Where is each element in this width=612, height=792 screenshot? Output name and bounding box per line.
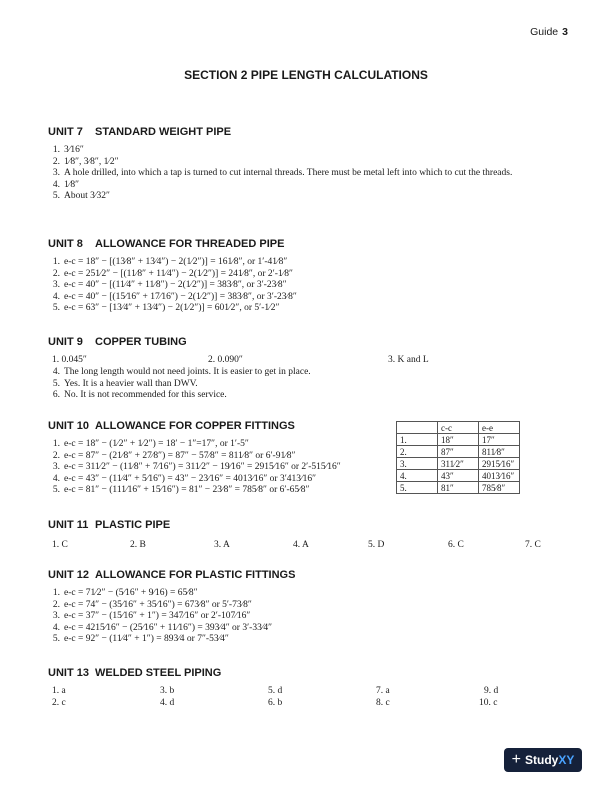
copper-fittings-table — [396, 421, 520, 494]
unit-10-heading — [48, 420, 295, 432]
logo-xy: XY — [558, 753, 575, 767]
answer: 3. K and L — [388, 355, 429, 365]
table-cell: 43″ — [438, 470, 479, 482]
unit-9-answers — [48, 367, 548, 402]
unit-title: ALLOWANCE FOR COPPER FITTINGS — [95, 420, 295, 432]
item-number: 4. — [52, 473, 60, 484]
unit-10-answers — [48, 439, 388, 497]
item-text: e-c = 43″ − (11⁄4″ + 5⁄16″) = 43″ − 23⁄16″ = 4013⁄16″ or 3′413⁄16″ — [64, 473, 317, 484]
answer: 7. a — [376, 686, 390, 696]
unit-title: ALLOWANCE FOR THREADED PIPE — [95, 238, 285, 250]
item-text: e-c = 18″ − (1⁄2″ + 1⁄2″) = 18′ − 1″=17″, or 1′-5″ — [64, 439, 249, 449]
table-header: c-c — [438, 422, 479, 434]
item-number: 1. — [52, 439, 60, 449]
list-item — [48, 588, 548, 600]
unit-number: UNIT 8 — [48, 238, 83, 250]
item-number: 5. — [52, 378, 60, 389]
unit-9-heading — [48, 336, 187, 348]
item-text: A hole drilled, into which a tap is turned to cut internal threads. There must be metal left into which to cut the threads. — [64, 168, 513, 178]
table-cell: 5. — [397, 482, 438, 494]
item-text: e-c = 4215⁄16″ − (25⁄16″ + 11⁄16″) = 393⁄4″ or 3′-33⁄4″ — [64, 622, 273, 633]
answer: 1. a — [52, 686, 66, 696]
page-number: 3 — [562, 26, 568, 38]
table-cell: 87″ — [438, 446, 479, 458]
list-item — [48, 303, 548, 315]
table-cell: 1. — [397, 434, 438, 446]
answer: 2. 0.090″ — [208, 355, 243, 365]
header-label: Guide — [530, 26, 559, 38]
item-number: 1. — [52, 145, 60, 155]
item-number: 1. — [52, 588, 60, 598]
item-text: e-c = 251⁄2″ − [(11⁄8″ + 11⁄4″) − 2(1⁄2″)] = 241⁄8″, or 2′-1⁄8″ — [64, 268, 293, 279]
answer: 8. c — [376, 698, 390, 708]
unit-13-heading — [48, 667, 221, 679]
item-text: e-c = 71⁄2″ − (5⁄16″ + 9⁄16) = 65⁄8″ — [64, 588, 198, 598]
list-item — [48, 390, 548, 402]
list-item — [48, 634, 548, 646]
answer: 4. A — [293, 540, 309, 550]
item-number: 2. — [52, 599, 60, 610]
unit-number: UNIT 11 — [48, 519, 89, 531]
unit-7-heading — [48, 126, 231, 138]
unit-12-answers — [48, 588, 548, 646]
list-item — [48, 623, 548, 635]
answer: 6. C — [448, 540, 464, 550]
list-item — [48, 600, 548, 612]
item-number: 1. — [52, 257, 60, 267]
item-text: e-c = 92″ − (11⁄4″ + 1″) = 893⁄4 or 7″-53⁄4″ — [64, 634, 229, 644]
list-item — [48, 462, 388, 474]
table-cell: 3. — [397, 458, 438, 470]
item-text: e-c = 74″ − (35⁄16″ + 35⁄16″) = 673⁄8″ or 5′-73⁄8″ — [64, 599, 252, 610]
item-text: 1⁄8″, 3⁄8″, 1⁄2″ — [64, 156, 119, 167]
list-item — [48, 474, 388, 486]
list-item — [48, 269, 548, 281]
list-item — [48, 439, 388, 451]
unit-12-heading — [48, 569, 295, 581]
item-text: About 3⁄32″ — [64, 191, 110, 201]
item-text: 1⁄8″ — [64, 179, 80, 190]
unit-11-heading — [48, 519, 170, 531]
list-item — [48, 280, 548, 292]
logo-study: Study — [524, 753, 559, 767]
list-item — [48, 157, 548, 169]
item-number: 4. — [52, 291, 60, 302]
item-number: 3. — [52, 280, 60, 290]
item-number: 2. — [52, 268, 60, 279]
table-header: e-e — [479, 422, 520, 434]
item-number: 4. — [52, 367, 60, 377]
item-number: 4. — [52, 622, 60, 633]
answer: 5. D — [368, 540, 385, 550]
unit-title: COPPER TUBING — [95, 336, 187, 348]
list-item — [48, 168, 548, 180]
list-item — [48, 191, 548, 203]
table-row — [397, 446, 520, 458]
item-number: 5. — [52, 303, 60, 313]
table-header-row — [397, 422, 520, 434]
list-item — [48, 451, 388, 463]
item-text: 3⁄16″ — [64, 145, 84, 155]
answer: 2. B — [130, 540, 146, 550]
table-row — [397, 434, 520, 446]
unit-8-answers — [48, 257, 548, 315]
list-item — [48, 292, 548, 304]
item-number: 2. — [52, 450, 60, 461]
unit-number: UNIT 12 — [48, 569, 89, 581]
unit-7-answers — [48, 145, 548, 203]
plus-icon: + — [511, 751, 521, 768]
unit-title: WELDED STEEL PIPING — [95, 667, 222, 679]
item-text: No. It is not recommended for this service. — [64, 390, 227, 400]
unit-8-heading — [48, 238, 284, 250]
answer: 1. 0.045″ — [52, 355, 87, 365]
list-item — [48, 611, 548, 623]
item-number: 4. — [52, 179, 60, 190]
table-cell: 785⁄8″ — [479, 482, 520, 494]
item-text: e-c = 18″ − [(13⁄8″ + 13⁄4″) − 2(1⁄2″)] = 161⁄8″, or 1′-41⁄8″ — [64, 257, 288, 267]
list-item — [48, 367, 548, 379]
table-cell: 4013⁄16″ — [479, 470, 520, 482]
table-cell: 311⁄2″ — [438, 458, 479, 470]
page-header — [530, 26, 568, 38]
list-item — [48, 145, 548, 157]
item-number: 5. — [52, 485, 60, 495]
item-text: e-c = 37″ − (15⁄16″ + 1″) = 347⁄16″ or 2′-107⁄16″ — [64, 611, 251, 621]
table-row — [397, 458, 520, 470]
item-text: Yes. It is a heavier wall than DWV. — [64, 378, 198, 389]
table-cell: 81″ — [438, 482, 479, 494]
table-row — [397, 482, 520, 494]
item-text: e-c = 63″ − [13⁄4″ + 13⁄4″) − 2(1⁄2″)] = 601⁄2″, or 5′-1⁄2″ — [64, 303, 280, 313]
answer: 5. d — [268, 686, 283, 696]
list-item — [48, 180, 548, 192]
item-text: e-c = 40″ − [(15⁄16″ + 17⁄16″) − 2(1⁄2″)] = 383⁄8″, or 3′-23⁄8″ — [64, 291, 297, 302]
unit-number: UNIT 10 — [48, 420, 89, 432]
unit-title: ALLOWANCE FOR PLASTIC FITTINGS — [95, 569, 296, 581]
table-cell: 2. — [397, 446, 438, 458]
answer: 6. b — [268, 698, 283, 708]
item-number: 5. — [52, 191, 60, 201]
answer: 9. d — [484, 686, 499, 696]
table-cell: 2915⁄16″ — [479, 458, 520, 470]
list-item — [48, 257, 548, 269]
section-title: SECTION 2 PIPE LENGTH CALCULATIONS — [184, 68, 428, 82]
unit-number: UNIT 13 — [48, 667, 89, 679]
unit-title: PLASTIC PIPE — [95, 519, 171, 531]
item-text: e-c = 81″ − (111⁄16″ + 15⁄16″) = 81″ − 23⁄8″ = 785⁄8″ or 6′-65⁄8″ — [64, 485, 310, 495]
table-cell: 811⁄8″ — [479, 446, 520, 458]
item-text: The long length would not need joints. It is easier to get in place. — [64, 367, 311, 377]
answer: 7. C — [525, 540, 541, 550]
unit-number: UNIT 7 — [48, 126, 83, 138]
table-cell: 18″ — [438, 434, 479, 446]
item-number: 2. — [52, 156, 60, 167]
answer: 10. c — [479, 698, 498, 708]
list-item — [48, 379, 548, 391]
item-text: e-c = 311⁄2″ − (11⁄8″ + 7⁄16″) = 311⁄2″ − 19⁄16″ = 2915⁄16″ or 2′-515⁄16″ — [64, 462, 341, 472]
item-number: 3. — [52, 168, 60, 178]
answer: 3. A — [214, 540, 230, 550]
item-number: 3. — [52, 611, 60, 621]
unit-number: UNIT 9 — [48, 336, 83, 348]
table-row — [397, 470, 520, 482]
answer: 2. c — [52, 698, 66, 708]
table-cell: 17″ — [479, 434, 520, 446]
item-text: e-c = 40″ − [(11⁄4″ + 11⁄8″) − 2(1⁄2″)] = 383⁄8″, or 3′-23⁄8″ — [64, 280, 287, 290]
studyxy-logo[interactable] — [504, 748, 582, 772]
answer: 1. C — [52, 540, 68, 550]
table-cell: 4. — [397, 470, 438, 482]
answer: 4. d — [160, 698, 175, 708]
unit-title: STANDARD WEIGHT PIPE — [95, 126, 232, 138]
item-number: 6. — [52, 390, 60, 400]
item-text: e-c = 87″ − (21⁄8″ + 27⁄8″) = 87″ − 57⁄8″ = 811⁄8″ or 6′-91⁄8″ — [64, 450, 296, 461]
item-number: 3. — [52, 462, 60, 472]
answer: 3. b — [160, 686, 175, 696]
table-header — [397, 422, 438, 434]
item-number: 5. — [52, 634, 60, 644]
list-item — [48, 485, 388, 497]
